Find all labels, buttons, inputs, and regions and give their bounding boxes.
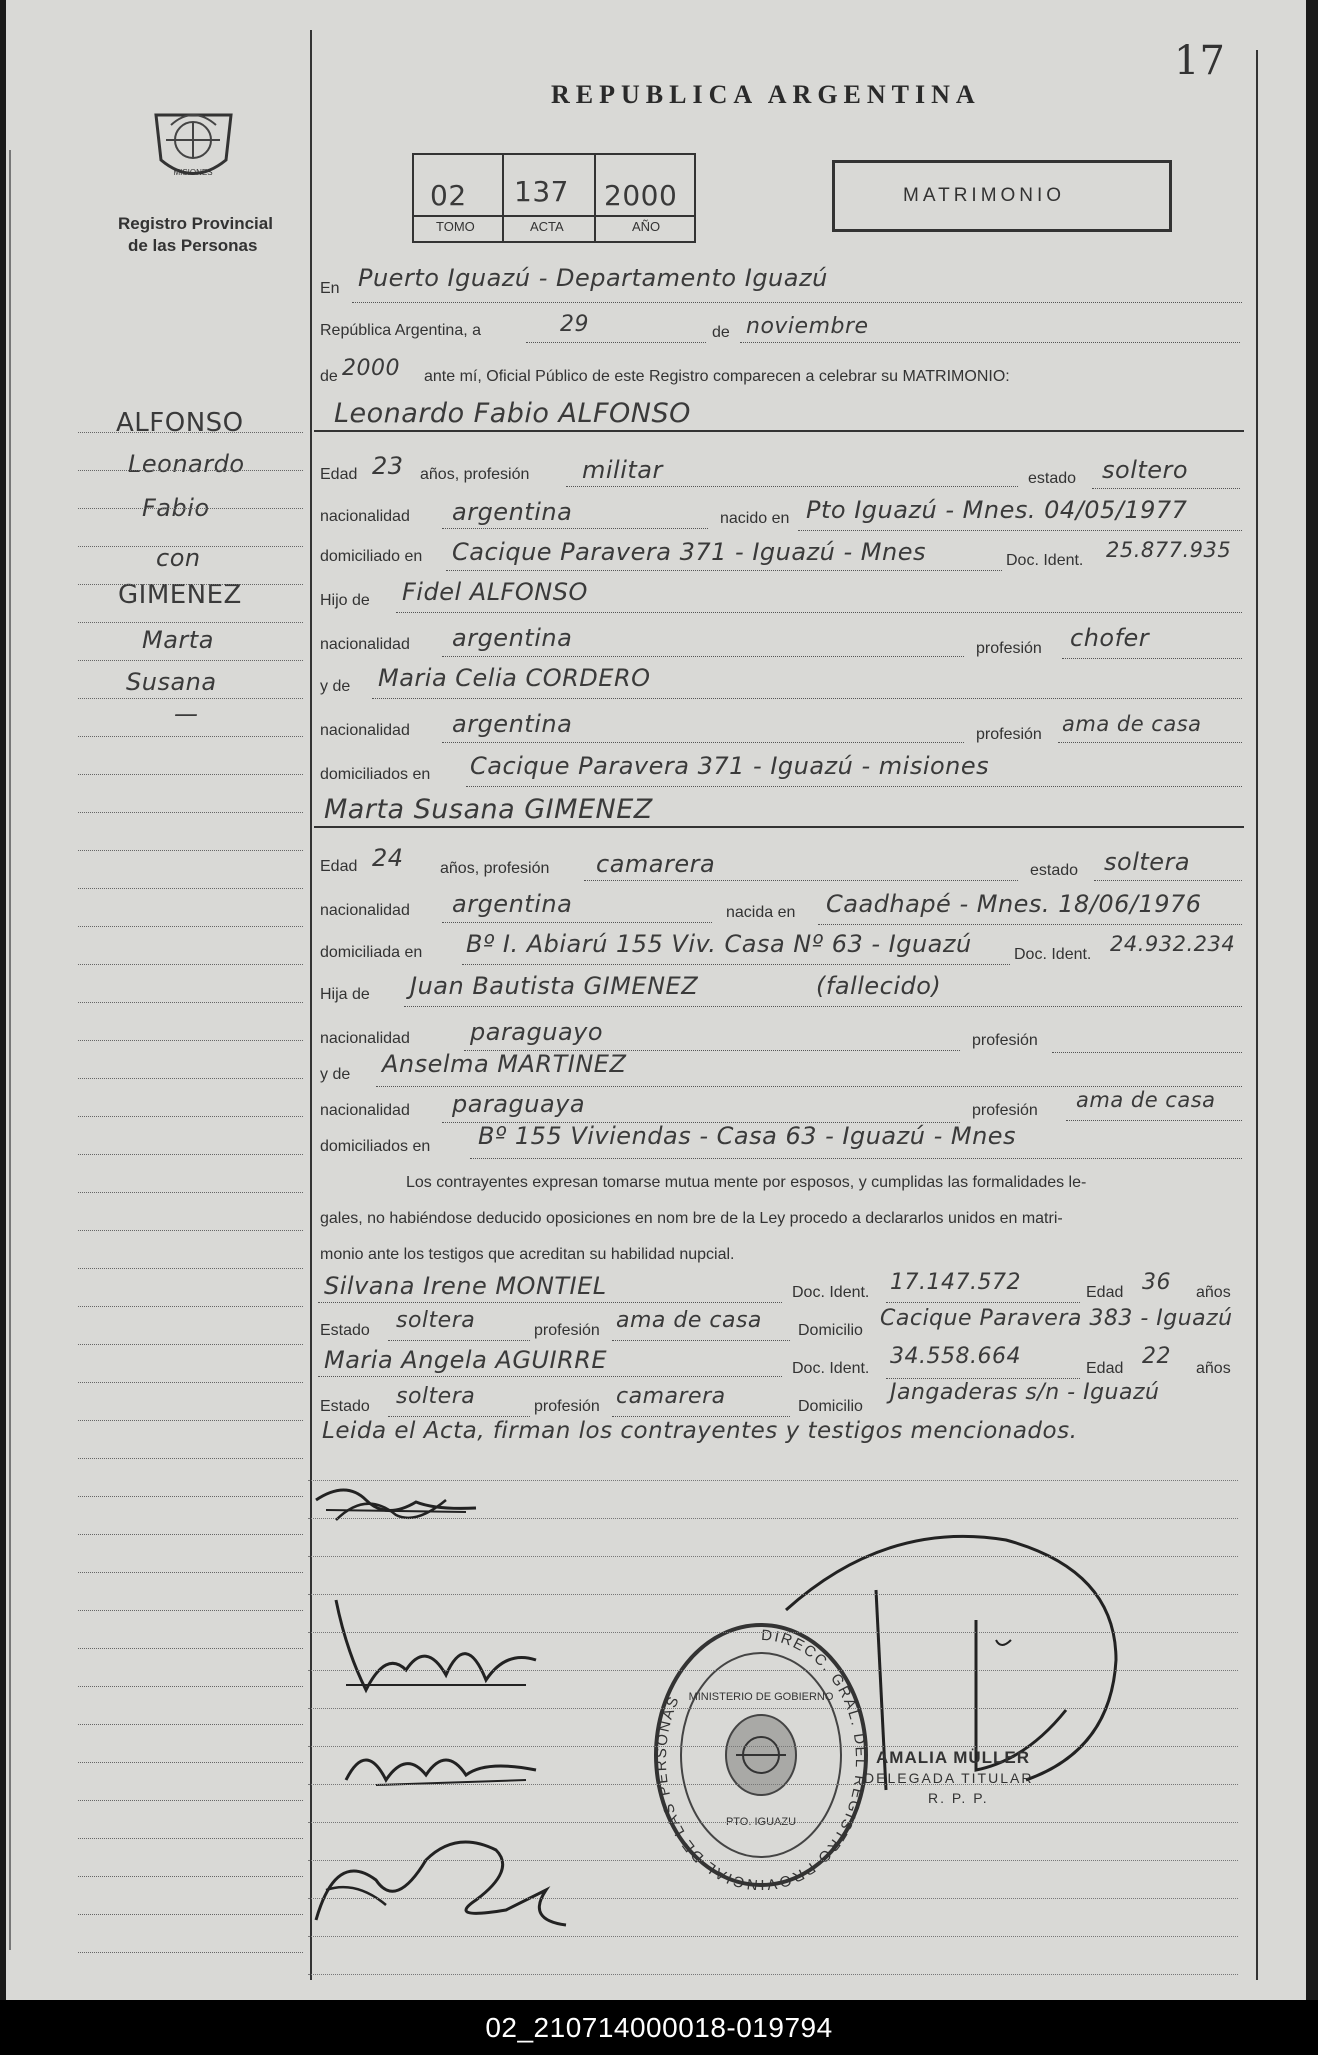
witness2-status: soltera [396,1384,476,1409]
label-w2-edad: Edad [1086,1360,1124,1377]
label-groom-parents-dom: domiciliados en [320,766,431,783]
margin-rule [78,888,303,889]
label-de-year: de [320,368,338,385]
official-title: DELEGADA TITULAR [864,1770,1034,1786]
margin-rule [78,660,303,661]
label-w1-doc: Doc. Ident. [792,1284,870,1301]
label-en: En [320,280,340,297]
legal-line-1: Los contrayentes expresan tomarse mutua mente por esposos, y cumplidas las formalidades le- [406,1174,1087,1191]
margin-rule [78,1800,303,1801]
label-w2-anos: años [1196,1360,1231,1377]
groom-profession: militar [582,456,663,484]
groom-nationality: argentina [452,498,573,526]
margin-rule [78,1496,303,1497]
label-hija: Hija de [320,986,370,1003]
margin-rule [78,1534,303,1535]
bride-nationality: argentina [452,890,573,918]
label-hijo: Hijo de [320,592,370,609]
label-bride-doc: Doc. Ident. [1014,946,1092,963]
bride-name: Marta Susana GIMENEZ [324,794,653,825]
official-stamp [651,1620,871,1895]
margin-rule [78,432,303,433]
witness2-name: Maria Angela AGUIRRE [324,1346,608,1374]
signature-rule [308,1670,1238,1671]
margin-rule [78,1876,303,1877]
label-groom-yde: y de [320,678,351,695]
stamp-ring-text: DIRECC. GRAL. DEL REGISTRO PROVINCIAL DE LAS PERSONAS [652,1626,870,1890]
signature-rule [308,1594,1238,1595]
tomo-label: TOMO [436,219,475,234]
document-id-footer: 02_210714000018-019794 [0,2000,1318,2055]
margin-rule [78,1762,303,1763]
margin-rule [78,622,303,623]
record-type: MATRIMONIO [903,185,1066,206]
acta-label: ACTA [530,219,564,234]
closing-text: Leida el Acta, firman los contrayentes y testigos mencionados. [322,1418,1078,1444]
signature-rule [308,1822,1238,1823]
bride-born: Caadhapé - Mnes. 18/06/1976 [826,890,1202,918]
year-value: 2000 [342,356,400,381]
label-de: de [712,324,730,341]
month-value: noviembre [746,314,869,339]
margin-rule [78,698,303,699]
label-bride-father-prof: profesión [972,1032,1038,1049]
margin-name-6: Marta [142,626,214,654]
groom-address: Cacique Paravera 371 - Iguazú - Mnes [452,538,926,566]
label-w2-prof: profesión [534,1398,600,1415]
official-name: AMALIA MÜLLER [876,1748,1031,1767]
label-republica: República Argentina, a [320,322,481,339]
bride-mother-nationality: paraguaya [452,1090,586,1118]
margin-rule [78,1344,303,1345]
signature-rule [308,1860,1238,1861]
margin-rule [78,584,303,585]
groom-mother-nationality: argentina [452,710,573,738]
bride-father-nationality: paraguayo [470,1018,604,1046]
margin-rule [78,1610,303,1611]
margin-rule [78,1078,303,1079]
bride-doc: 24.932.234 [1110,932,1236,956]
label-groom-anos: años, profesión [420,466,530,483]
margin-rule [78,926,303,927]
country-title: REPUBLICA ARGENTINA [551,80,981,109]
label-w2-estado: Estado [320,1398,370,1415]
signature-rule [308,1784,1238,1785]
acta-value: 137 [514,175,569,208]
margin-rule [78,470,303,471]
tomo-value: 02 [430,179,467,212]
stamp-inner-text: MINISTERIO DE GOBIERNO [688,1691,834,1703]
witness2-profession: camarera [616,1384,726,1409]
witness2-age: 22 [1142,1344,1171,1369]
groom-doc: 25.877.935 [1106,538,1232,562]
margin-rule [78,546,303,547]
margin-rule [78,812,303,813]
label-bride-nacida: nacida en [726,904,796,921]
page-number: 17 [1174,38,1225,84]
margin-rule [78,1116,303,1117]
label-bride-dom: domiciliada en [320,944,423,961]
signature-rule [308,1556,1238,1557]
signature-rule [308,1632,1238,1633]
margin-rule [78,1382,303,1383]
bride-parents-address: Bº 155 Viviendas - Casa 63 - Iguazú - Mnes [478,1122,1017,1150]
groom-father-nationality: argentina [452,624,573,652]
label-groom-mother-prof: profesión [976,726,1042,743]
margin-rule [78,1268,303,1269]
stamp-bottom-text: PTO. IGUAZU [725,1816,797,1828]
seal-label: MISIONES [173,168,213,177]
margin-rule [78,1192,303,1193]
signature-rule [308,1518,1238,1519]
place-value: Puerto Iguazú - Departamento Iguazú [358,264,828,292]
label-w1-edad: Edad [1086,1284,1124,1301]
margin-rule [78,1420,303,1421]
official-org: R. P. P. [928,1790,989,1806]
margin-divider [310,30,312,1980]
margin-name-4: con [156,544,201,572]
label-bride-father-nac: nacionalidad [320,1030,410,1047]
label-groom-dom: domiciliado en [320,548,423,565]
right-border [1256,50,1258,1980]
margin-rule [78,1952,303,1953]
witness1-age: 36 [1142,1270,1171,1295]
anio-label: AÑO [632,219,661,234]
bride-mother: Anselma MARTINEZ [382,1050,627,1078]
label-bride-nac: nacionalidad [320,902,410,919]
label-w1-dom: Domicilio [798,1322,863,1339]
label-bride-edad: Edad [320,858,358,875]
margin-rule [78,964,303,965]
margin-rule [78,1686,303,1687]
signature-witness2 [296,1810,576,1940]
certificate-page [6,0,1306,2000]
label-w1-prof: profesión [534,1322,600,1339]
bride-profession: camarera [596,850,716,878]
record-number-box [412,153,696,243]
witness1-name: Silvana Irene MONTIEL [324,1272,607,1300]
bride-status: soltera [1104,848,1191,876]
label-bride-anos: años, profesión [440,860,550,877]
margin-rule [78,1572,303,1573]
groom-mother: Maria Celia CORDERO [378,664,651,692]
margin-name-8: — [174,700,199,728]
bride-father-note: (fallecido) [816,972,942,1000]
margin-rule [78,1838,303,1839]
label-w1-estado: Estado [320,1322,370,1339]
margin-rule [78,1154,303,1155]
registry-line2: de las Personas [128,236,258,255]
label-groom-edad: Edad [320,466,358,483]
margin-rule [78,1002,303,1003]
record-type-box [832,160,1172,232]
label-groom-mother-nac: nacionalidad [320,722,410,739]
witness1-profession: ama de casa [616,1308,762,1333]
margin-name-5: GIMENEZ [118,580,242,610]
witness2-address: Jangaderas s/n - Iguazú [890,1380,1160,1405]
margin-name-7: Susana [126,668,217,696]
margin-rule [78,774,303,775]
margin-name-3: Fabio [142,494,210,522]
bride-mother-profession: ama de casa [1076,1088,1216,1112]
groom-father-profession: chofer [1070,624,1150,652]
bride-age: 24 [372,844,404,872]
margin-rule [78,1648,303,1649]
margin-rule [78,508,303,509]
anio-value: 2000 [604,179,678,212]
label-groom-father-nac: nacionalidad [320,636,410,653]
witness2-doc: 34.558.664 [890,1344,1021,1369]
legal-line-2: gales, no habiéndose deducido oposiciones en nom bre de la Ley procedo a declararlos unidos en matri- [320,1210,1063,1227]
label-groom-nac: nacionalidad [320,508,410,525]
groom-status: soltero [1102,456,1189,484]
label-bride-estado: estado [1030,862,1079,879]
groom-born: Pto Iguazú - Mnes. 04/05/1977 [806,496,1188,524]
day-value: 29 [560,312,589,337]
bride-father: Juan Bautista GIMENEZ [410,972,699,1000]
witness1-address: Cacique Paravera 383 - Iguazú [880,1306,1233,1331]
signature-witness1 [336,1730,546,1800]
margin-name-1: ALFONSO [116,408,244,438]
label-w1-anos: años [1196,1284,1231,1301]
signature-rule [308,1898,1238,1899]
signature-rule [308,1708,1238,1709]
label-bride-mother-nac: nacionalidad [320,1102,410,1119]
witness1-status: soltera [396,1308,476,1333]
signature-rule [308,1936,1238,1937]
margin-rule [78,850,303,851]
label-groom-father-prof: profesión [976,640,1042,657]
label-bride-mother-prof: profesión [972,1102,1038,1119]
margin-rule [78,1040,303,1041]
signature-rule [308,1746,1238,1747]
groom-parents-address: Cacique Paravera 371 - Iguazú - misiones [470,752,990,780]
label-groom-estado: estado [1028,470,1077,487]
label-w2-dom: Domicilio [798,1398,863,1415]
bride-address: Bº I. Abiarú 155 Viv. Casa Nº 63 - Iguazú [466,930,972,958]
registry-line1: Registro Provincial [118,214,273,233]
margin-rule [78,1458,303,1459]
witness1-doc: 17.147.572 [890,1270,1021,1295]
label-groom-nacido: nacido en [720,510,790,527]
registry-seal-icon [146,95,241,195]
groom-father: Fidel ALFONSO [402,578,588,606]
groom-name: Leonardo Fabio ALFONSO [334,398,691,429]
margin-rule [78,1306,303,1307]
label-groom-doc: Doc. Ident. [1006,552,1084,569]
label-bride-parents-dom: domiciliados en [320,1138,431,1155]
margin-rule [78,1914,303,1915]
margin-rule [78,1230,303,1231]
left-fold [9,150,11,1950]
label-w2-doc: Doc. Ident. [792,1360,870,1377]
signature-rule [308,1480,1238,1481]
groom-age: 23 [372,452,404,480]
signature-bride [326,1590,546,1710]
margin-rule [78,1724,303,1725]
label-ante: ante mí, Oficial Público de este Registro comparecen a celebrar su MATRIMONIO: [424,368,1010,385]
legal-line-3: monio ante los testigos que acreditan su habilidad nupcial. [320,1246,735,1263]
signature-rule [308,1974,1238,1975]
label-bride-yde: y de [320,1066,351,1083]
margin-name-2: Leonardo [128,450,245,478]
groom-mother-profession: ama de casa [1062,712,1202,736]
margin-rule [78,736,303,737]
